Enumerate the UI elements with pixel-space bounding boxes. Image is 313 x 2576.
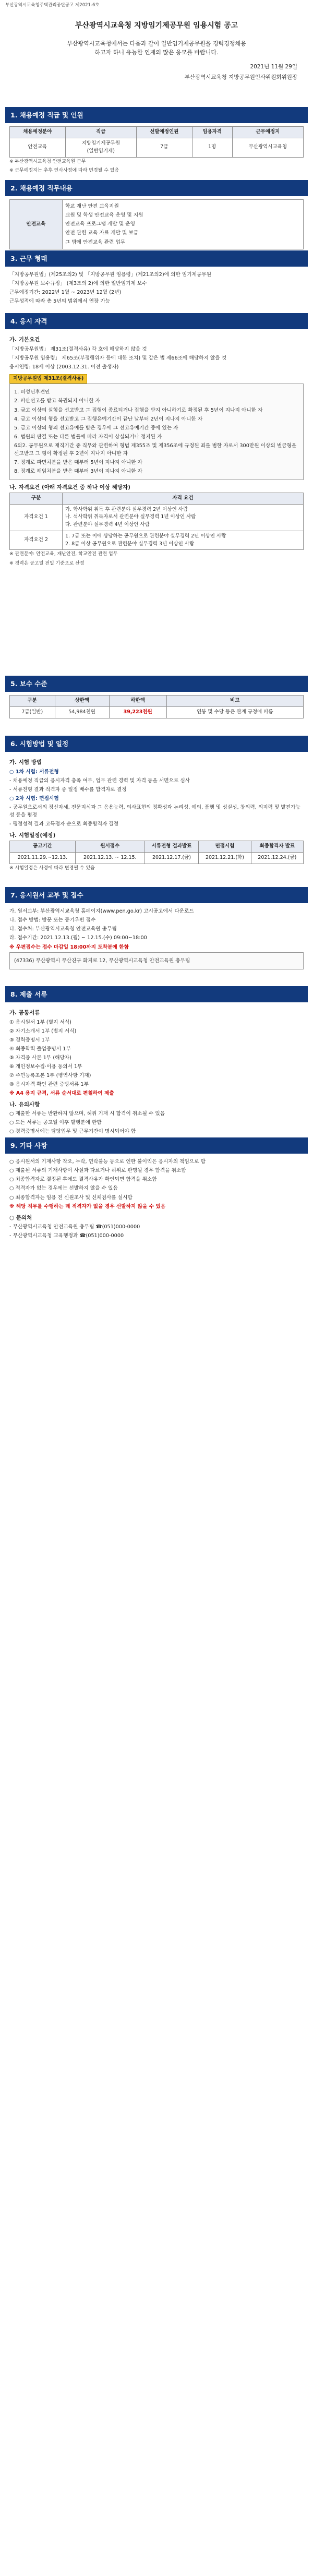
list-item: 1. 피성년후견인	[14, 389, 50, 396]
address-box	[9, 952, 304, 969]
table-cell: 2021.12.24.(금)	[251, 852, 303, 864]
note: ※ 시험일정은 사정에 따라 변경될 수 있음	[9, 865, 95, 871]
subsection-title: 나. 시험일정(예정)	[9, 832, 56, 838]
table-cell: 1명	[192, 138, 232, 157]
section-application	[5, 887, 308, 973]
list-item: 근무성적에 따라 총 5년의 범위에서 연장 가능	[9, 298, 111, 305]
section-title: 2. 채용예정 직무내용	[5, 180, 308, 196]
list-item: ④ 최종학력 졸업증명서 1부	[9, 1046, 71, 1052]
section-salary	[5, 676, 308, 722]
table-header: 면접시험	[199, 841, 251, 853]
table-cell: 지방임기제공무원 (일반임기제)	[65, 138, 136, 157]
table-header: 하한액	[109, 696, 166, 707]
section-title: 3. 근무 형태	[5, 250, 308, 267]
list-item: 학교 재난 안전 교육지원	[65, 203, 119, 210]
section-documents	[5, 986, 308, 1140]
list-item: 안전 관련 교육 자료 개발 및 보급	[65, 230, 139, 236]
disqualification-tag: 지방공무원법 제31조(결격사유)	[9, 374, 87, 384]
list-item: 8. 징계로 해임처분을 받은 때부터 3년이 지나지 아니한 자	[14, 468, 142, 474]
list-item: 그 밖에 안전교육 관련 업무	[65, 239, 126, 245]
contact-label: ○ 문의처	[9, 1214, 32, 1221]
issuer: 부산광역시교육청 지방공무원인사위원회위원장	[184, 74, 297, 81]
subsection-title: 가. 공통서류	[9, 1010, 40, 1016]
section-title: 5. 보수 수준	[5, 676, 308, 692]
table-header: 선발예정인원	[136, 127, 192, 138]
table-header: 근무예정지	[232, 127, 303, 138]
contact-line: - 부산광역시교육청 안전교육원 총무팀 ☎(051)000-0000	[9, 1224, 140, 1230]
table-cell: 부산광역시교육청	[232, 138, 303, 157]
intro-text: 부산광역시교육청에서는 다음과 같이 일반임기제공무원을 경력경쟁채용 하고자 하니 유능한 인재의 많은 응모를 바랍니다.	[67, 40, 246, 56]
list-item: ⑥ 개인정보수집·이용 동의서 1부	[9, 1063, 82, 1070]
list-item: - 평정성적 결과 고득점자 순으로 최종합격자 결정	[9, 821, 119, 827]
table-header: 임용자격	[192, 127, 232, 138]
table-header: 비고	[166, 696, 303, 707]
announcement-date: 2021년 11월 29일	[250, 64, 297, 70]
qualification-table	[9, 493, 304, 550]
document-number: 부산광역시교육청주택관리공단공고 제2021-6호	[5, 3, 100, 8]
section-title: 4. 응시 자격	[5, 313, 308, 329]
list-item: ⑦ 주민등록초본 1부 (병역사항 기재)	[9, 1072, 91, 1079]
disqualification-box	[9, 384, 304, 480]
note: ※ 경력은 공고일 전일 기준으로 산정	[9, 561, 85, 567]
note: ※ 근무예정지는 추후 인사사정에 따라 변경될 수 있음	[9, 168, 119, 174]
list-item: 「지방공무원 임용령」 제65조(부정행위자 등에 대한 조치) 및 같은 법 제66조에 해당하지 않을 것	[9, 355, 227, 361]
list-item: 「지방공무원법」 제31조(결격사유) 각 호에 해당하지 않을 것	[9, 346, 147, 352]
table-header: 구분	[10, 696, 55, 707]
list-item: ① 응시원서 1부 (별지 서식)	[9, 1019, 71, 1025]
table-cell: 가. 학사학위 취득 후 관련분야 실무경력 2년 이상인 사람 나. 석사학위 취득자로서 관련분야 실무경력 1년 이상인 사람 다. 관련분야 실무경력 4년 이상인 사람	[63, 504, 304, 531]
section-work-type	[5, 250, 308, 310]
list-item: 나. 접수 방법: 방문 또는 등기우편 접수	[9, 917, 96, 924]
table-header: 직급	[65, 127, 136, 138]
note: ※ 부산광역시교육청 안전교육원 근무	[9, 159, 86, 164]
table-cell: 2021.11.29.~12.13.	[10, 852, 76, 864]
table-cell: 7급	[136, 138, 192, 157]
page-title: 부산광역시교육청 지방임기제공무원 임용시험 공고	[75, 21, 238, 30]
list-item: ⑧ 응시자격 확인 관련 증빙서류 1부	[9, 1081, 89, 1087]
section-title: 9. 기타 사항	[5, 1137, 308, 1154]
section-title: 6. 시험방법 및 일정	[5, 736, 308, 752]
duties-table	[9, 199, 304, 249]
list-item: 「지방공무원법」(제25조의2) 및 「지방공무원 임용령」(제21조의2)에 의한 임기제공무원	[9, 272, 211, 278]
list-item: ○ 제출한 서류는 반환하지 않으며, 허위 기재 시 합격이 취소될 수 있음	[9, 1111, 165, 1117]
list-item: 6. 법원의 판결 또는 다른 법률에 따라 자격이 상실되거나 정지된 자	[14, 434, 162, 440]
list-item: 안전교육 프로그램 개발 및 운영	[65, 221, 135, 227]
subsection-title: 나. 자격요건 (아래 자격요건 중 하나 이상 해당자)	[9, 484, 130, 490]
list-item: ⑤ 자격증 사본 1부 (해당자)	[9, 1055, 71, 1061]
list-item: ○ 제출된 서류의 기재사항이 사실과 다르거나 허위로 판명될 경우 합격을 취소함	[9, 1168, 186, 1174]
table-header: 서류전형 결과발표	[145, 841, 199, 853]
list-item: 3. 금고 이상의 실형을 선고받고 그 집행이 종료되거나 집행을 받지 아니하기로 확정된 후 5년이 지나지 아니한 자	[14, 407, 263, 413]
table-cell: 안전교육	[10, 138, 66, 157]
list-item: 교원 및 학생 안전교육 운영 및 지원	[65, 212, 143, 219]
table-header: 공고기간	[10, 841, 76, 853]
salary-table	[9, 695, 304, 718]
list-item: ○ 1차 시험: 서류전형	[9, 769, 59, 775]
section-duties	[5, 180, 308, 253]
list-item: 라. 접수기간: 2021.12.13.(월) ~ 12.15.(수) 09:00~18:00	[9, 935, 147, 941]
section-exam	[5, 736, 308, 877]
table-cell: 1. 7급 또는 이에 상당하는 공무원으로 관련분야 실무경력 2년 이상인 사람 2. 8급 이상 공무원으로 관련분야 실무경력 3년 이상인 사람	[63, 531, 304, 549]
list-item: ○ 경력증명서에는 담당업무 및 근무기간이 명시되어야 함	[9, 1129, 136, 1135]
list-item: ○ 응시원서의 기재사항 착오, 누락, 연락불능 등으로 인한 불이익은 응시자의 책임으로 함	[9, 1159, 206, 1165]
notice-text: ※ 해당 직무를 수행하는 데 적격자가 없을 경우 선발하지 않을 수 있음	[9, 1203, 166, 1209]
table-header: 안전교육	[10, 200, 63, 249]
list-item: ○ 최종합격자로 결정된 후에도 결격사유가 확인되면 합격을 취소함	[9, 1177, 157, 1183]
table-cell: 2021.12.21.(화)	[199, 852, 251, 864]
list-item: 근무예정기간: 2022년 1월 ~ 2023년 12월 (2년)	[9, 290, 122, 296]
section-eligibility	[5, 313, 308, 572]
list-item: 다. 접수처: 부산광역시교육청 안전교육원 총무팀	[9, 926, 117, 932]
list-item: ③ 경력증명서 1부	[9, 1037, 50, 1043]
table-cell: 2021.12.17.(금)	[145, 852, 199, 864]
duties-list-cell	[63, 200, 304, 249]
table-header: 구분	[10, 493, 63, 505]
table-header: 자격 요건	[63, 493, 304, 505]
table-cell: 2021.12.13. ~ 12.15.	[75, 852, 145, 864]
list-item: ○ 적격자가 없는 경우에는 선발하지 않을 수 있음	[9, 1185, 118, 1192]
section-other	[5, 1137, 308, 1244]
list-item: 6의2. 공무원으로 재직기간 중 직무와 관련하여 형법 제355조 및 제356조에 규정된 죄를 범한 자로서 300만원 이상의 벌금형을 선고받고 그 형이 확정된 후 2년이 지나지 아니한 자	[14, 442, 297, 457]
subsection-title: 가. 시험 방법	[9, 759, 42, 766]
table-cell: 자격요건 2	[10, 531, 63, 549]
list-item: 「지방공무원 보수규정」 (제3조의 2)에 의한 일반임기제 보수	[9, 281, 147, 287]
list-item: - 서류전형 결과 적격자 중 일정 배수를 합격자로 결정	[9, 786, 127, 793]
table-header: 상한액	[55, 696, 109, 707]
note: ※ 관련분야: 안전교육, 재난안전, 학교안전 관련 업무	[9, 552, 118, 557]
list-item: 응시연령: 18세 이상 (2003.12.31. 이전 출생자)	[9, 364, 119, 370]
list-item: - 채용예정 직급의 응시자격 충족 여부, 업무 관련 경력 및 자격 등을 서면으로 심사	[9, 777, 190, 784]
subsection-title: 가. 기본요건	[9, 337, 40, 343]
list-item: 가. 원서교부: 부산광역시교육청 홈페이지(www.pen.go.kr) 고시공고에서 다운로드	[9, 908, 194, 915]
table-header: 채용예정분야	[10, 127, 66, 138]
table-cell: 자격요건 1	[10, 504, 63, 531]
table-cell: 39,223천원	[109, 707, 166, 718]
list-item: ○ 최종합격자는 임용 전 신원조사 및 신체검사를 실시함	[9, 1194, 133, 1201]
section-positions	[5, 107, 308, 179]
section-title: 8. 제출 서류	[5, 986, 308, 1002]
list-item: - 공무원으로서의 정신자세, 전문지식과 그 응용능력, 의사표현의 정확성과 논리성, 예의, 품행 및 성실성, 창의력, 의지력 및 발전가능성 등을 평정	[9, 804, 300, 818]
notice-text: ※ 우편접수는 접수 마감일 18:00까지 도착분에 한함	[9, 944, 129, 950]
notice-text: ※ A4 용지 규격, 서류 순서대로 편철하여 제출	[9, 1090, 114, 1096]
list-item: ② 자기소개서 1부 (별지 서식)	[9, 1028, 77, 1034]
contact-line: - 부산광역시교육청 교육행정과 ☎(051)000-0000	[9, 1232, 124, 1239]
section-title: 7. 응시원서 교부 및 접수	[5, 887, 308, 903]
table-cell: 7급(일반)	[10, 707, 55, 718]
table-cell: 연봉 및 수당 등은 관계 규정에 따름	[166, 707, 303, 718]
list-item: ○ 모든 서류는 공고일 이후 발행분에 한함	[9, 1120, 102, 1126]
list-item: 4. 금고 이상의 형을 선고받고 그 집행유예기간이 끝난 날부터 2년이 지나지 아니한 자	[14, 416, 203, 422]
table-header: 최종합격자 발표	[251, 841, 303, 853]
table-header: 원서접수	[75, 841, 145, 853]
list-item: ○ 2차 시험: 면접시험	[9, 795, 59, 801]
address: (47336) 부산광역시 부산진구 화지로 12, 부산광역시교육청 안전교육원 총무팀	[14, 957, 190, 964]
positions-table	[9, 126, 304, 157]
subsection-title: 나. 유의사항	[9, 1101, 40, 1108]
section-title: 1. 채용예정 직급 및 인원	[5, 107, 308, 123]
table-cell: 54,984천원	[55, 707, 109, 718]
list-item: 2. 파산선고를 받고 복권되지 아니한 자	[14, 398, 101, 404]
schedule-table	[9, 841, 304, 864]
list-item: 5. 금고 이상의 형의 선고유예를 받은 경우에 그 선고유예기간 중에 있는 자	[14, 425, 178, 431]
list-item: 7. 징계로 파면처분을 받은 때부터 5년이 지나지 아니한 자	[14, 459, 142, 465]
